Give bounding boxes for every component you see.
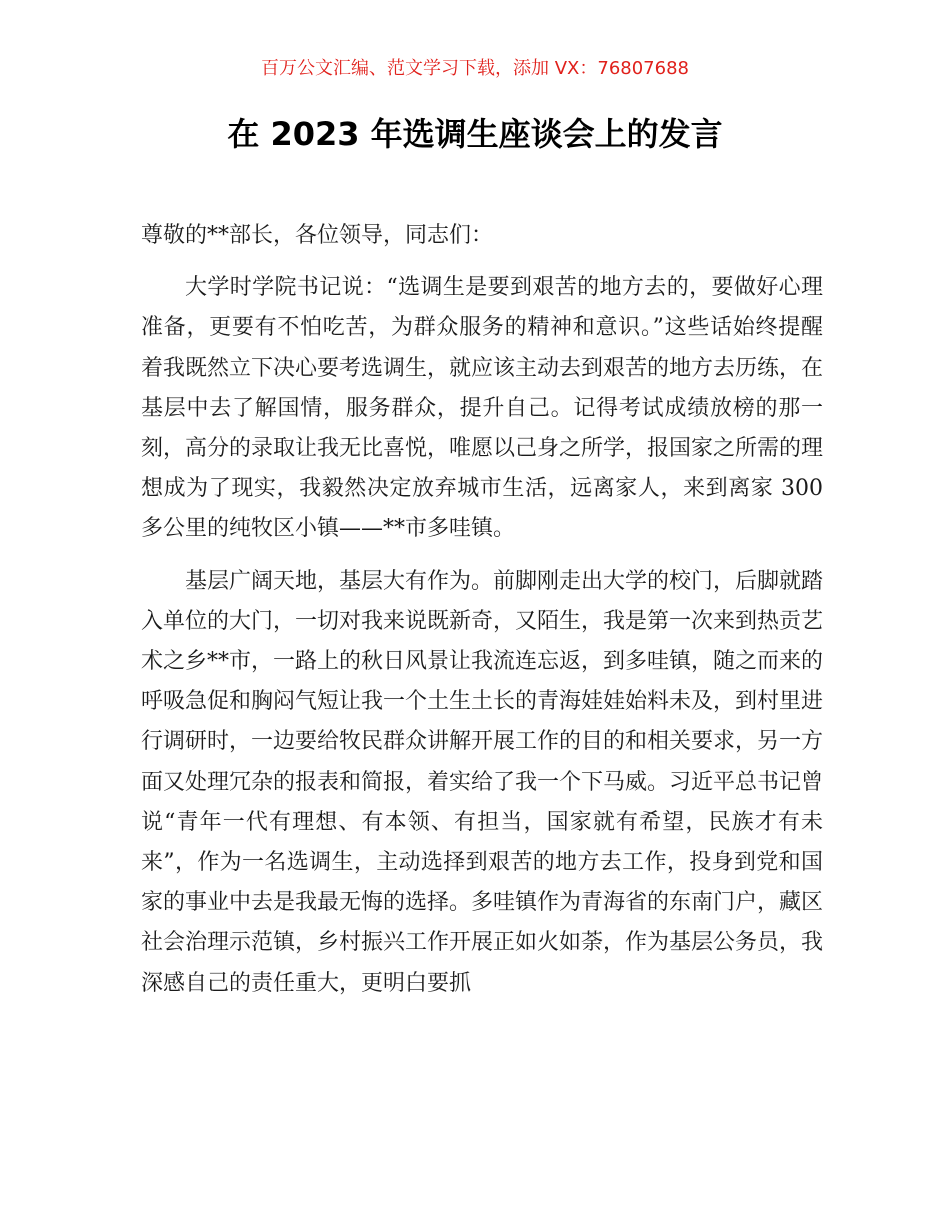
promo-banner: 百万公文汇编、范文学习下载，添加 VX：76807688 [261, 58, 689, 79]
salutation: 尊敬的**部长，各位领导，同志们： [141, 223, 494, 248]
document-title: 在 2023 年选调生座谈会上的发言 [227, 115, 723, 153]
document-body [141, 216, 823, 1016]
paragraph-1: 大学时学院书记说：“选调生是要到艰苦的地方去的，要做好心理准备，更要有不怕吃苦，为群众服务的精神和意识。”这些话始终提醒着我既然立下决心要考选调生，就应该主动去到艰苦的地方去历练，在基层中去了解国情，服务群众，提升自己。记得考试成绩放榜的那一刻，高分的录取让我无比喜悦，唯愿以己身之所学，报国家之所需的理想成为了现实，我毅然决定放弃城市生活，远离家人，来到离家 300 多公里的纯牧区小镇——**市多哇镇。 [141, 275, 824, 542]
paragraph-2: 基层广阔天地，基层大有作为。前脚刚走出大学的校门，后脚就踏入单位的大门，一切对我来说既新奇，又陌生，我是第一次来到热贡艺术之乡**市，一路上的秋日风景让我流连忘返，到多哇镇，随之而来的呼吸急促和胸闷气短让我一个土生土长的青海娃娃始料未及，到村里进行调研时，一边要给牧民群众讲解开展工作的目的和相关要求，另一方面又处理冗杂的报表和简报，着实给了我一个下马威。习近平总书记曾说“青年一代有理想、有本领、有担当，国家就有希望，民族才有未来”，作为一名选调生，主动选择到艰苦的地方去工作，投身到党和国家的事业中去是我最无悔的选择。多哇镇作为青海省的东南门户，藏区社会治理示范镇，乡村振兴工作开展正如火如荼，作为基层公务员，我深感自己的责任重大，更明白要抓 [141, 568, 824, 996]
